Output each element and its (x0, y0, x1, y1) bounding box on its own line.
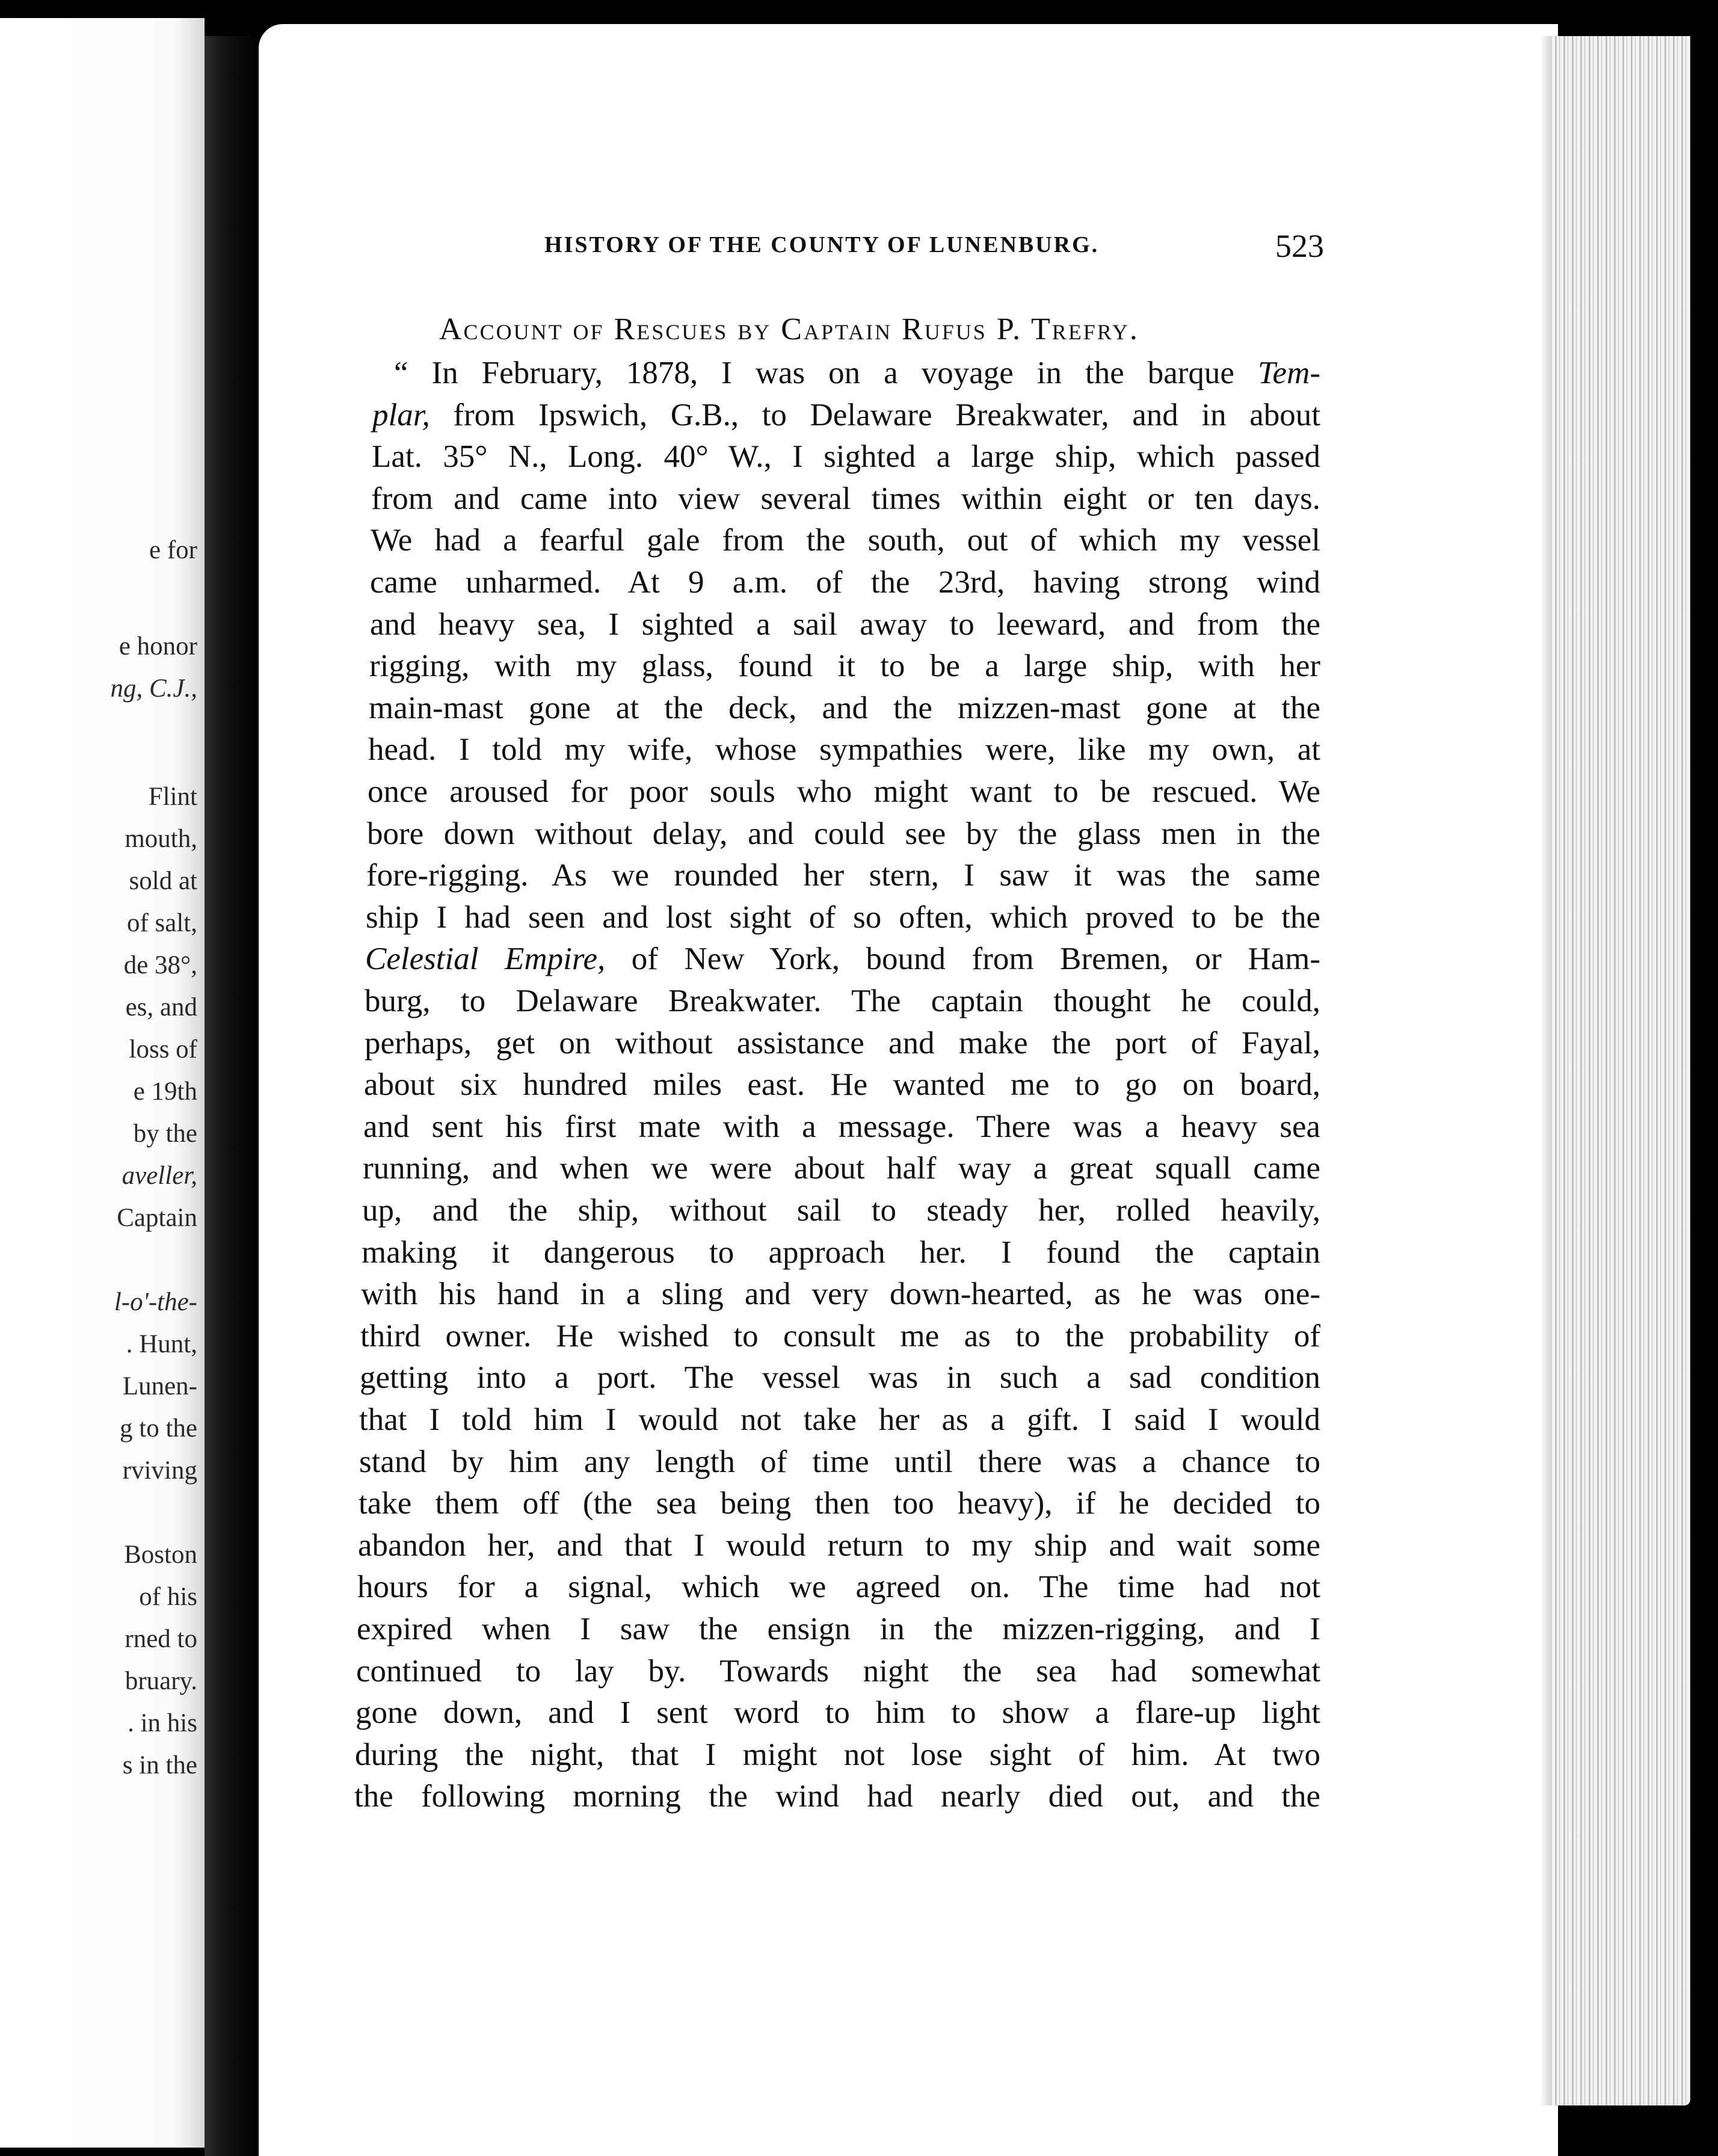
body-text-run: up, and the ship, without sail to steady her, rolled heavily, (362, 1193, 1320, 1228)
body-line (370, 564, 1320, 600)
left-page-line: . in his (128, 1709, 197, 1737)
body-line (359, 1444, 1320, 1480)
left-page-line: e honor (119, 632, 197, 661)
body-text-run: from Ipswich, G.B., to Delaware Breakwater, and in about (430, 398, 1320, 433)
body-line (366, 857, 1320, 893)
body-text-run: came unharmed. At 9 a.m. of the 23rd, having strong wind (370, 565, 1320, 600)
left-page-line: ng, C.J., (110, 674, 197, 703)
body-text-run: the following morning the wind had nearly died out, and the (354, 1779, 1320, 1814)
body-line (359, 1402, 1320, 1438)
body-line (368, 732, 1320, 768)
section-title: Account of Rescues by Captain Rufus P. Trefry. (439, 312, 1139, 346)
left-page-line: of his (139, 1583, 197, 1611)
body-text-run: of New York, bound from Bremen, or Ham- (605, 941, 1320, 976)
body-text-run: stand by him any length of time until there was a chance to (359, 1444, 1320, 1479)
body-line (356, 1653, 1320, 1689)
left-page-line: de 38°, (123, 951, 197, 979)
body-line (360, 1360, 1320, 1396)
italic-text-run: Tem- (1257, 356, 1320, 390)
body-text-run: getting into a port. The vessel was in such a sad condition (360, 1360, 1320, 1395)
left-page-line: loss of (129, 1035, 197, 1064)
body-text-run: once aroused for poor souls who might want to be rescued. We (368, 774, 1320, 809)
body-text-run: perhaps, get on without assistance and make the port of Fayal, (365, 1026, 1320, 1061)
body-line (372, 439, 1320, 475)
body-line (355, 1737, 1320, 1773)
body-line (365, 983, 1320, 1019)
body-text-run: “ In February, 1878, I was on a voyage in the barque (394, 356, 1258, 390)
left-page-line: l-o'-the- (114, 1288, 197, 1316)
body-line (354, 1778, 1320, 1814)
body-text-run: bore down without delay, and could see by the glass men in the (367, 816, 1320, 851)
left-page-line: Boston (124, 1541, 197, 1569)
body-text-run: third owner. He wished to consult me as to the probability of (360, 1319, 1320, 1354)
body-line (361, 1276, 1320, 1312)
body-line (370, 606, 1320, 642)
body-text-run: and heavy sea, I sighted a sail away to leeward, and from the (370, 607, 1320, 642)
left-page-line: rviving (122, 1456, 197, 1485)
body-line (369, 690, 1320, 726)
italic-text-run: plar, (372, 398, 430, 433)
previous-page-fragment (0, 18, 205, 2148)
body-text-run: take them off (the sea being then too heavy), if he decided to (359, 1486, 1320, 1521)
left-page-line: aveller, (122, 1162, 197, 1190)
left-page-line: s in the (122, 1751, 197, 1779)
body-text-run: running, and when we were about half way a great squall came (363, 1151, 1320, 1186)
body-line (365, 1025, 1320, 1061)
body-line (394, 355, 1320, 391)
body-line (363, 1150, 1320, 1186)
body-line (364, 1067, 1320, 1103)
book-gutter (205, 36, 259, 2156)
italic-text-run: Celestial Empire, (365, 941, 606, 976)
body-text-run: abandon her, and that I would return to my ship and wait some (358, 1528, 1320, 1563)
body-line (371, 481, 1320, 517)
running-head: HISTORY OF THE COUNTY OF LUNENBURG. (544, 232, 1100, 257)
left-page-line: sold at (129, 867, 197, 895)
left-page-line: e 19th (133, 1077, 197, 1106)
body-text-run: ship I had seen and lost sight of so often, which proved to be the (366, 900, 1320, 935)
body-text-run: hours for a signal, which we agreed on. The time had not (357, 1569, 1320, 1604)
body-text-run: continued to lay by. Towards night the sea had somewhat (356, 1654, 1320, 1689)
body-line (372, 397, 1320, 433)
body-text-run: rigging, with my glass, found it to be a large ship, with her (369, 648, 1320, 683)
body-text-run: expired when I saw the ensign in the mizzen-rigging, and I (357, 1612, 1320, 1646)
left-page-line: Captain (117, 1204, 197, 1232)
body-line (367, 816, 1320, 852)
left-page-line: bruary. (125, 1667, 197, 1695)
left-page-line: mouth, (125, 825, 197, 853)
page-edges (1552, 36, 1690, 2105)
left-page-line: of salt, (126, 909, 197, 937)
body-text-run: We had a fearful gale from the south, out of which my vessel (371, 523, 1320, 558)
body-line (369, 648, 1320, 684)
left-page-line: Flint (148, 783, 197, 811)
body-text-run: main-mast gone at the deck, and the mizzen-mast gone at the (369, 691, 1320, 725)
body-text-run: from and came into view several times within eight or ten days. (371, 481, 1320, 516)
body-text-run: about six hundred miles east. He wanted me to go on board, (364, 1067, 1320, 1102)
body-line (362, 1234, 1320, 1270)
body-line (368, 774, 1320, 810)
body-text-run: that I told him I would not take her as a gift. I said I would (359, 1402, 1320, 1437)
body-text-run: Lat. 35° N., Long. 40° W., I sighted a large ship, which passed (372, 439, 1320, 474)
body-text-run: making it dangerous to approach her. I found the captain (362, 1235, 1320, 1270)
left-page-line: . Hunt, (126, 1330, 197, 1358)
left-page-line: e for (149, 536, 197, 564)
body-line (363, 1109, 1320, 1145)
body-text-run: gone down, and I sent word to him to show a flare-up light (356, 1695, 1320, 1730)
body-line (371, 522, 1320, 558)
left-page-line: es, and (125, 993, 197, 1021)
body-text-run: head. I told my wife, whose sympathies were, like my own, at (368, 732, 1320, 767)
left-page-line: rned to (125, 1625, 197, 1653)
body-line (362, 1192, 1320, 1228)
left-page-line: Lunen- (122, 1372, 197, 1400)
body-text-run: with his hand in a sling and very down-hearted, as he was one- (361, 1277, 1320, 1311)
page-number: 523 (1275, 228, 1324, 264)
body-text-run: burg, to Delaware Breakwater. The captain thought he could, (365, 984, 1320, 1018)
body-text-run: during the night, that I might not lose sight of him. At two (355, 1737, 1320, 1772)
body-line (360, 1318, 1320, 1354)
body-line (357, 1611, 1320, 1647)
left-page-line: by the (133, 1120, 197, 1148)
body-line (357, 1569, 1320, 1605)
body-line (365, 941, 1320, 977)
body-line (356, 1695, 1320, 1731)
body-line (366, 899, 1320, 935)
left-page-line: g to the (120, 1414, 197, 1443)
body-line (358, 1527, 1320, 1563)
body-line (359, 1485, 1320, 1521)
body-text-run: and sent his first mate with a message. There was a heavy sea (363, 1109, 1320, 1144)
body-text-run: fore-rigging. As we rounded her stern, I saw it was the same (366, 858, 1320, 893)
